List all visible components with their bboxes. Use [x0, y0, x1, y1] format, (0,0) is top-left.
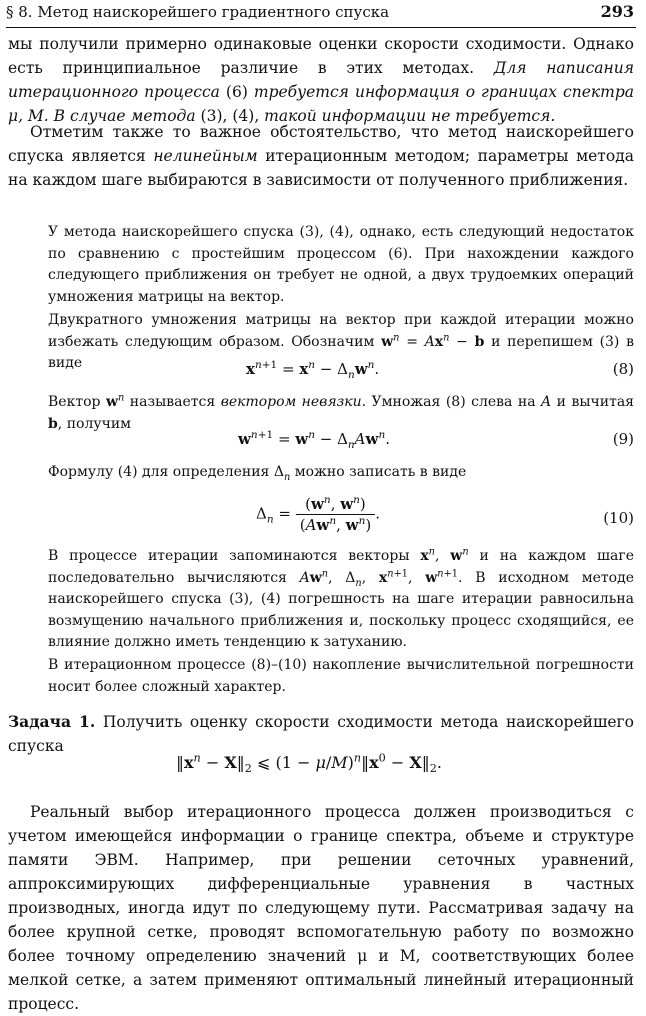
inline-formula: b	[48, 415, 58, 432]
text-span: Вектор	[48, 394, 106, 410]
inline-formula: A	[541, 394, 552, 410]
text-span: Умножая (8) слева на	[366, 394, 542, 410]
text-span: Формулу (4) для определения	[48, 464, 274, 480]
text-span: , получим	[57, 415, 132, 432]
text-span: Отметим также то важное обстоятельство, что метод наискорейшего спуска является	[8, 123, 634, 165]
equation-body: $\Delta_n$ = $\frac{(w^n, w^n)}{(Aw^n, w^n)}$ .	[256, 494, 380, 534]
emphasis: нелинейным	[153, 147, 258, 165]
fraction: $\frac{(w^n, w^n)}{(Aw^n, w^n)}$	[296, 494, 375, 535]
task-1	[8, 710, 634, 758]
text-span: называется	[124, 394, 221, 410]
emphasis: требуется информация о границах спектра μ, M. В случае метода	[8, 83, 634, 125]
paragraph-nonlinear	[8, 120, 634, 192]
emphasis: вектором невязки.	[220, 394, 367, 410]
inline-formula: $w^n$	[105, 392, 125, 410]
running-header	[6, 0, 636, 28]
task-text: Получить оценку скорости сходимости метода наискорейшего спуска	[8, 713, 635, 755]
emphasis: Для написания итерационного процесса	[8, 59, 634, 101]
text-span: (3), (4),	[195, 107, 265, 125]
text-span: и вычитая	[551, 394, 634, 410]
task-label: Задача 1.	[8, 712, 96, 731]
inline-formula: $x^n$, $w^n$	[420, 546, 469, 564]
inline-formula: $w^n = Ax^n - b$	[381, 331, 485, 350]
paragraph-formula-4	[48, 462, 634, 484]
equation-body: $‖x^n$ − $X‖_2$ ⩽ $(1 - \mu/M)^n‖x^0$ − $X‖_2$.	[176, 751, 443, 776]
text-span: мы получили примерно одинаковые оценки скорости сходимости. Однако есть принципиальное различие в этих методах.	[8, 35, 634, 77]
text-span: итерационным методом; параметры метода на каждом шаге выбираются в зависимости от полученного приближения.	[8, 147, 634, 189]
text-span: . В исходном методе наискорейшего спуска (3), (4) погрешность на шаге итерации равносильна возмущению начального приближения и, поскольку процесс сходящийся, ее влияние должно иметь тенденцию к затуханию.	[48, 569, 634, 650]
equation-body: $w^{n+1} = w^n - \Delta_nAw^n$.	[238, 429, 390, 451]
equation-number: (10)	[603, 509, 634, 527]
equation-number: (8)	[612, 360, 634, 378]
paragraph-iteration-process	[48, 546, 634, 654]
paragraph-drawback: У метода наискорейшего спуска (3), (4), однако, есть следующий недостаток по сравнению с простейшим процессом (6). При нахождении каждого следующего приближения он требует не одной, а двух трудоемких операций умножения матрицы на вектор.	[48, 224, 634, 305]
emphasis: такой информации не требуется.	[264, 107, 556, 125]
equation-body: $x^{n+1} = x^n - \Delta_nw^n$.	[246, 359, 380, 381]
inline-formula: $\Delta_n$	[273, 464, 291, 483]
paragraph-error-accumulation: В итерационном процессе (8)–(10) накопление вычислительной погрешности носит более сложный характер.	[48, 657, 634, 695]
text-span: и на каждом шаге последовательно вычисляются	[48, 548, 634, 586]
inline-formula: Aw$^n$, $\Delta_n$, $x^{n+1}$, $w^{n+1}$	[299, 567, 459, 589]
text-span: и перепишем (3) в виде	[48, 333, 634, 371]
paragraph-estimates	[8, 32, 634, 128]
text-span: можно записать в виде	[290, 464, 467, 480]
text-span: Двукратного умножения матрицы на вектор при каждой итерации можно избежать следующим образом. Обозначим	[48, 312, 634, 350]
text-span: В процессе итерации запоминаются векторы	[48, 548, 421, 564]
paragraph-real-choice: Реальный выбор итерационного процесса должен производиться с учетом имеющейся информации о границе спектра, объеме и структуре памяти ЭВМ. Например, при решении сеточных уравнений, аппроксимирующих дифференциальные уравнения в частных производных, иногда идут по следующему пути. Рассматривая задачу на более крупной сетке, проводят вспомогательную работу по возможно более точному определению значений μ и M, соответствующих более мелкой сетке, а затем применяют оптимальный линейный итерационный процесс.	[8, 803, 634, 1013]
section-title: § 8. Метод наискорейшего градиентного спуска	[6, 3, 390, 21]
page-number: 293	[600, 2, 634, 21]
equation-number: (9)	[612, 430, 634, 448]
text-span: (6)	[219, 83, 254, 101]
